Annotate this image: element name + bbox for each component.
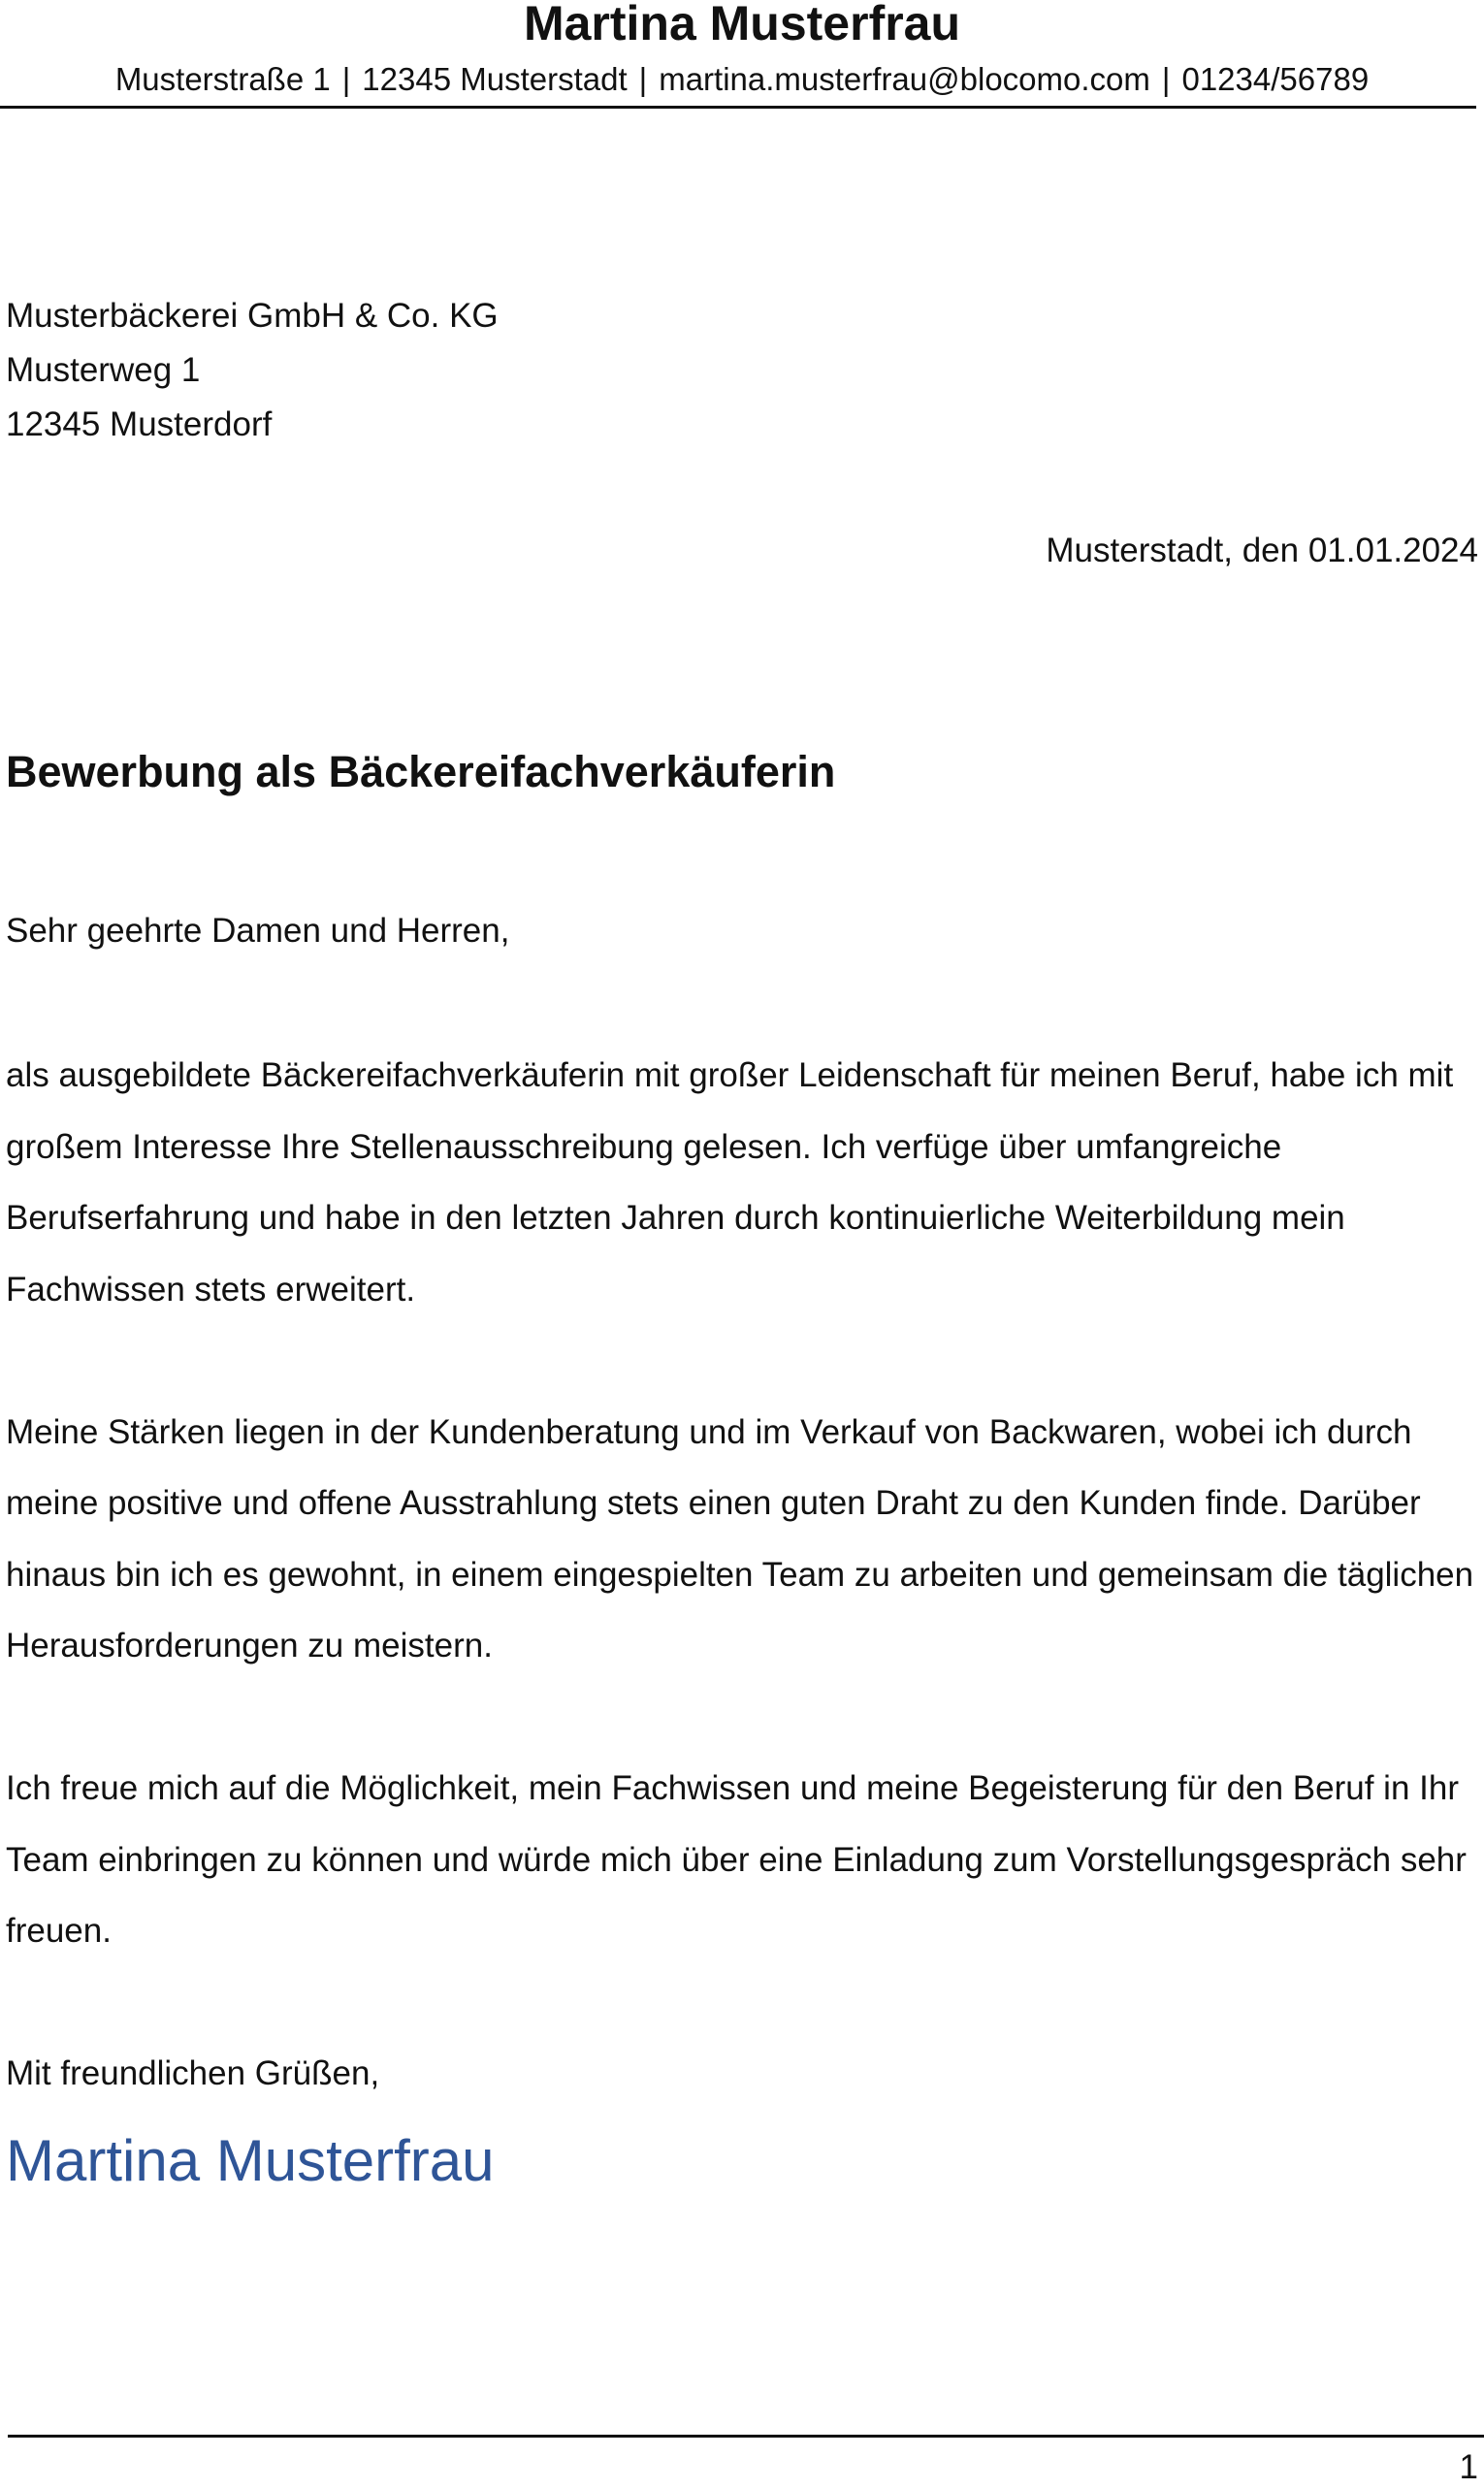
footer-divider — [8, 2435, 1484, 2438]
closing-phrase: Mit freundlichen Grüßen, — [6, 2054, 380, 2092]
recipient-street: Musterweg 1 — [6, 351, 201, 389]
contact-separator: | — [1161, 61, 1171, 97]
sender-city: 12345 Musterstadt — [362, 61, 628, 97]
salutation: Sehr geehrte Damen und Herren, — [6, 912, 510, 950]
place-and-date: Musterstadt, den 01.01.2024 — [1046, 532, 1478, 569]
signature: Martina Musterfrau — [6, 2128, 495, 2193]
recipient-company: Musterbäckerei GmbH & Co. KG — [6, 297, 499, 335]
page-number: 1 — [1459, 2448, 1478, 2486]
recipient-city: 12345 Musterdorf — [6, 405, 273, 443]
contact-separator: | — [341, 61, 351, 97]
sender-name: Martina Musterfrau — [523, 0, 961, 50]
sender-street: Musterstraße 1 — [114, 61, 331, 97]
sender-email: martina.musterfrau@blocomo.com — [659, 61, 1150, 97]
recipient-address — [6, 289, 499, 452]
letter-subject: Bewerbung als Bäckereifachverkäuferin — [6, 747, 836, 796]
letter-body — [6, 1040, 1482, 2038]
body-paragraph: Meine Stärken liegen in der Kundenberatung und im Verkauf von Backwaren, wobei ich durch meine positive und offene Ausstrahlung stets einen guten Draht zu den Kunden finde. Darüber hinaus bin ich es gewohnt, in einem eingespielten Team zu arbeiten und gemeinsam die täglichen Herausforderungen zu meistern. — [6, 1412, 1474, 1665]
contact-separator: | — [638, 61, 648, 97]
body-paragraph: Ich freue mich auf die Möglichkeit, mein Fachwissen und meine Begeisterung für den Beruf in Ihr Team einbringen zu können und würde mich über eine Einladung zum Vorstellungsgespräch sehr freuen. — [6, 1769, 1467, 1950]
header-divider — [0, 106, 1476, 109]
body-paragraph: als ausgebildete Bäckereifachverkäuferin mit großer Leidenschaft für meinen Beruf, habe ich mit großem Interesse Ihre Stellenausschreibung gelesen. Ich verfüge über umfangreiche Berufserfahrung und habe in den letzten Jahren durch kontinuierliche Weiterbildung mein Fachwissen stets erweitert. — [6, 1056, 1454, 1309]
sender-phone: 01234/56789 — [1181, 61, 1370, 97]
sender-contact-line — [0, 58, 1484, 101]
